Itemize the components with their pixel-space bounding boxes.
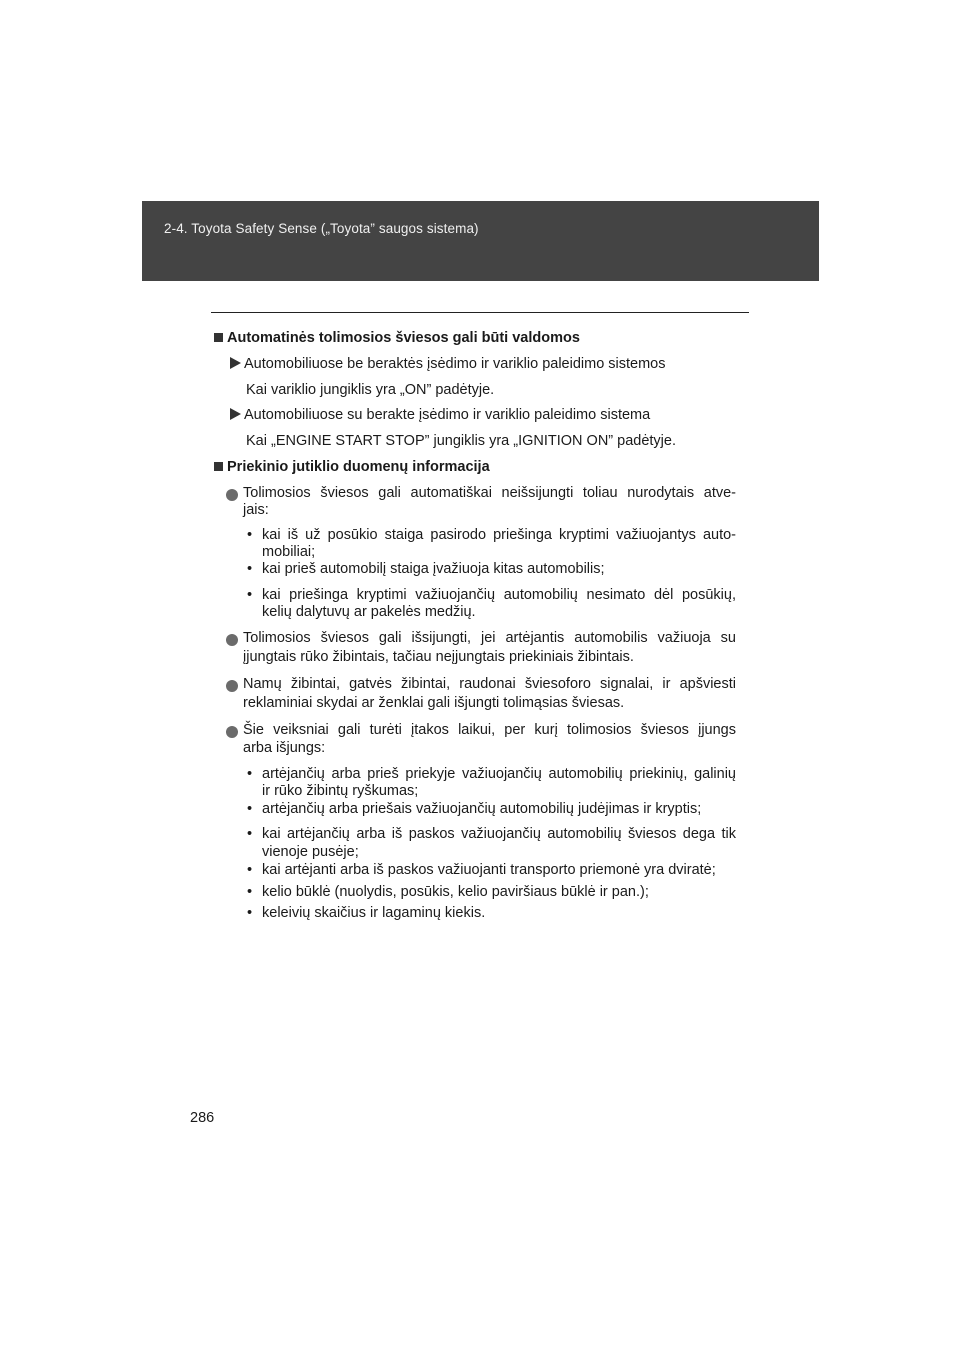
paragraph-line: jais: (243, 502, 269, 518)
sub-bullet: • (247, 527, 253, 543)
item-title: Automobiliuose su berakte įsėdimo ir variklio paleidimo sistema (244, 407, 651, 423)
paragraph-line: įjungtais rūko žibintais, tačiau neįjungtais priekiniais žibintais. (243, 649, 634, 665)
sub-bullet: • (247, 905, 253, 921)
sub-bullet: • (247, 801, 253, 817)
sub-item-line: kai priešinga kryptimi važiuojančių automobilių nesimato dėl posūkių, (262, 587, 736, 603)
heading-text: Automatinės tolimosios šviesos gali būti valdomos (227, 330, 580, 346)
section-title: 2-4. Toyota Safety Sense („Toyota” saugos sistema) (164, 221, 479, 236)
sub-item-line: vienoje pusėje; (262, 844, 359, 860)
heading-text: Priekinio jutiklio duomenų informacija (227, 459, 490, 475)
triangle-bullet-icon (230, 357, 241, 369)
sub-item-line: keleivių skaičius ir lagaminų kiekis. (262, 905, 486, 921)
paragraph-line: reklaminiai skydai ar ženklai gali išjungti tolimąsias šviesas. (243, 695, 625, 711)
heading-automatic-high-beams (214, 329, 580, 347)
item-without-keyless (230, 355, 666, 373)
sub-item-line: kai iš už posūkio staiga pasirodo priešinga kryptimi važiuojantys auto- (262, 527, 736, 543)
sub-bullet: • (247, 884, 253, 900)
round-bullet-icon (226, 489, 238, 501)
sub-item-line: kai artėjančių arba iš paskos važiuojančių automobilių šviesos dega tik (262, 826, 736, 842)
sub-item-line: kai prieš automobilį staiga įvažiuoja kitas automobilis; (262, 561, 605, 577)
heading-front-sensor (214, 458, 490, 476)
sub-item-line: ir rūko žibintų ryškumas; (262, 783, 419, 799)
paragraph-line: arba išjungs: (243, 740, 326, 756)
sub-bullet: • (247, 561, 253, 577)
round-bullet-icon (226, 680, 238, 692)
sub-item-line: mobiliai; (262, 544, 316, 560)
triangle-bullet-icon (230, 408, 241, 420)
sub-item-line: kelių dalytuvų ar pakelės medžių. (262, 604, 476, 620)
paragraph-line: Namų žibintai, gatvės žibintai, raudonai šviesoforo signalai, ir apšviesti (243, 676, 736, 692)
sub-bullet: • (247, 826, 253, 842)
item-text: Kai „ENGINE START STOP” jungiklis yra „IGNITION ON” padėtyje. (246, 433, 677, 449)
item-text: Kai variklio jungiklis yra „ON” padėtyje. (246, 382, 495, 398)
round-bullet-icon (226, 634, 238, 646)
square-bullet-icon (214, 462, 223, 471)
paragraph-line: Tolimosios šviesos gali išsijungti, jei artėjantis automobilis važiuoja su (243, 630, 736, 646)
square-bullet-icon (214, 333, 223, 342)
paragraph-line: Tolimosios šviesos gali automatiškai neišsijungti toliau nurodytais atve- (243, 485, 736, 501)
sub-bullet: • (247, 766, 253, 782)
sub-bullet: • (247, 862, 253, 878)
sub-item-line: kelio būklė (nuolydis, posūkis, kelio paviršiaus būklė ir pan.); (262, 884, 649, 900)
round-bullet-icon (226, 726, 238, 738)
sub-bullet: • (247, 587, 253, 603)
paragraph-line: Šie veiksniai gali turėti įtakos laikui, per kurį tolimosios šviesos įjungs (243, 722, 736, 738)
page-number: 286 (190, 1110, 215, 1126)
sub-item-line: artėjančių arba priešais važiuojančių automobilių judėjimas ir kryptis; (262, 801, 702, 817)
sub-item-line: kai artėjanti arba iš paskos važiuojanti transporto priemonė yra dviratė; (262, 862, 716, 878)
item-title: Automobiliuose be beraktės įsėdimo ir variklio paleidimo sistemos (244, 356, 666, 372)
item-with-keyless (230, 406, 650, 424)
sub-item-line: artėjančių arba prieš priekyje važiuojančių automobilių priekinių, galinių (262, 766, 736, 782)
